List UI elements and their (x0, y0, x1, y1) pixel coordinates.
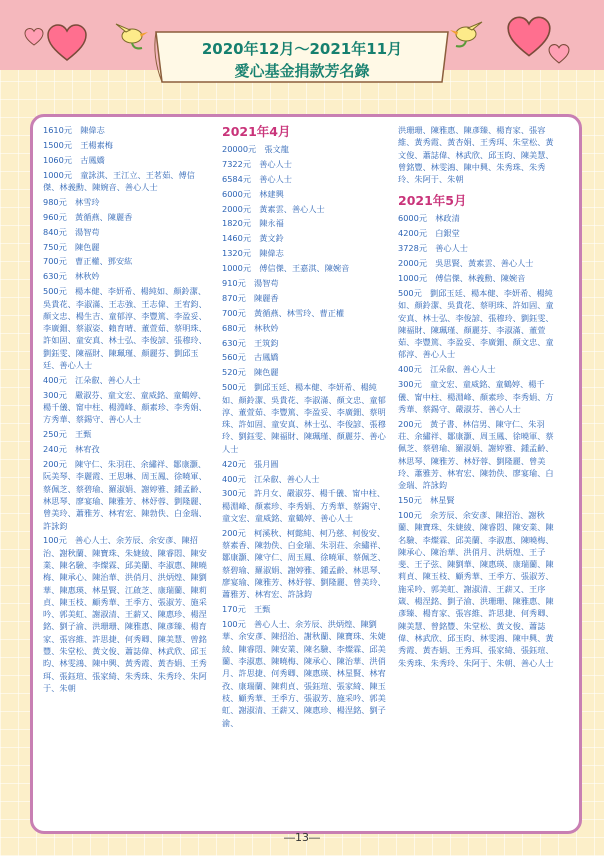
column-1 (43, 124, 211, 697)
donation-entry: 100元 善心人士、余芳辰、余安彥、陳招治、謝秋蘭、陳寶珠、朱婕綾、陳睿悶、陳安業、陳名驗、李燦霖、邱美蘭、李淑惠、陳曉梅、陳承心、陳治華、洪俏月、洪炳煌、陳劉華、陳惠瑛、林星賢、江啟芝、康瑞蘭、陳莉貞、陳玉枝、顧秀華、王季方、張淑芳、施采吟、郭美虹、謝淑清、王薪又、陳惠珍、楊涅銘、劉子渝、洪珊珊、陳雅惠、陳彥臻、楊育家、張容維、許思捷、何秀卿、陳美慧、曾銘豐、朱堂松、黃文俊、蕭誌偉、林武欣、邱玉昀、林雯鴻、陳中興、黃秀霞、黃杏娟、王秀珥、張鈺瑄、張家綺、朱秀珠、朱秀玲、朱阿于、朱朝 (43, 535, 207, 693)
donation-entry: 1610元 陳偉志 (43, 125, 105, 135)
donation-entry: 200元 陳守仁、朱羽荘、余繡祥、鄒康灝、阮美琴、李麗霞、王思琳、周玉鳳、徐曉軍、蔡佩芝、蔡碧瑜、羅淑娟、謝婷雅、鍾孟齡、林思琴、廖宴瑜、陳雅芳、林妤蓉、劉隆麗、曾美玲、蕭雅芳、林宥宏、陳勃佚、白金瑞、許詠鈞 (43, 459, 207, 531)
donation-entry: 1500元 王楊素梅 (43, 139, 113, 150)
donation-entry: 1460元 黃文鈴 (222, 233, 284, 244)
donation-entry: 7322元 善心人士 (222, 158, 292, 169)
donation-entry: 1000元 童詠淇、王江立、王茗茹、傅信傑、林義勳、陳婉音、善心人士 (43, 169, 195, 192)
donation-entry: 6000元 林建興 (222, 188, 284, 199)
donation-entry: 630元 林秋妗 (43, 271, 100, 282)
donation-entry: 500元 楊本健、李妍希、楊純如、顏鈴潔、吳貴花、李淑滿、王志強、王志偉、王宥鈞、顏文忠、楊生吉、童郁淳、李豐篤、李盈妥、李廣鈿、蔡淑姿、賴育晴、董萱茹、蔡明珠、許如固、童安真、林士弘、李俊諺、張穆玲、劉鈺雯、陳福財、陳珮瑾、顏麗芬、劉邱玉廷、善心人士 (43, 286, 207, 370)
donation-entry: 400元 江朵叡、善心人士 (43, 374, 141, 385)
donation-entry: 300元 許月女、嚴淑芬、楊千儀、甯中柱、楊淵峰、顏素珍、李秀娟、方秀華、蔡錫守、童文宏、童威銘、童鶴婷、善心人士 (222, 488, 386, 523)
donation-entry: 630元 王筑鈞 (222, 337, 279, 348)
donation-entry: 960元 黃循燕、陳麗香 (43, 211, 133, 222)
donation-entry: 400元 江朵叡、善心人士 (222, 473, 320, 484)
donation-entry: 3728元 善心人士 (398, 243, 468, 254)
donation-entry: 170元 王甄 (222, 604, 271, 615)
donation-entry: 200元 黃子書、林信男、陳守仁、朱羽荘、余繡祥、鄒康灝、周玉鳳、徐曉軍、蔡佩芝、蔡碧瑜、羅淑娟、謝婷雅、鍾孟齡、林思琴、陳雅芳、林妤蓉、劉隆麗、曾美玲、蕭雅芳、林宥宏、陳勃佚、廖宴瑜、白金瑞、許詠鈞 (398, 418, 554, 491)
donation-entry: 1000元 傅信傑、林義勳、陳婉音 (398, 273, 526, 284)
donation-entry: 700元 黃循燕、林雪玲、曹正權 (222, 307, 345, 318)
title-date-range: 2020年12月～2021年11月 (201, 40, 403, 58)
donation-entry: 520元 陳色麗 (222, 367, 279, 378)
donation-entry: 4200元 白銀堂 (398, 228, 460, 239)
donation-entry: 500元 劉邱玉廷、楊本健、李妍希、楊純如、顏鈴潔、吳貴花、李淑滿、顏文忠、童郁淳、董萱茹、李豐篤、李盈妥、李廣鈿、蔡明珠、許如固、童安真、林士弘、李俊諺、張穆玲、劉鈺雯、陳福財、陳珮瑾、顏麗芬、善心人士 (222, 382, 386, 454)
donation-entry: 240元 林宥孜 (43, 444, 100, 455)
donation-entry: 300元 童文宏、童威銘、童鶴婷、楊千儀、甯中柱、楊淵峰、顏素珍、李秀娟、方秀華、蔡錫守、嚴淑芬、善心人士 (398, 379, 554, 414)
bird-icon (446, 16, 486, 50)
donation-entry: 870元 陳麗香 (222, 292, 279, 303)
month-heading: 2021年5月 (398, 193, 467, 209)
donation-entry: 400元 江朵叡、善心人士 (398, 364, 496, 375)
donation-entry: 500元 劉邱玉廷、楊本健、李妍希、楊純如、顏鈴潔、吳貴花、蔡明珠、許如固、童安真、林士弘、李俊諺、張穆玲、劉鈺雯、陳福財、陳珮瑾、顏麗芬、李淑滿、董萱茹、李豐篤、李盈妥、李廣鈿、顏文忠、童郁淳、善心人士 (398, 287, 554, 360)
donation-entry: 2000元 吳思賢、黃素雲、善心人士 (398, 258, 534, 269)
donation-entry: 420元 張月圓 (222, 458, 279, 469)
donation-entry: 250元 王甄 (43, 429, 92, 440)
bird-icon (112, 18, 152, 52)
donation-entry: 2000元 黃素雲、善心人士 (222, 203, 325, 214)
donation-entry: 1000元 傅信傑、王嘉淇、陳婉音 (222, 263, 350, 274)
donation-entry: 560元 古鳳嬌 (222, 352, 279, 363)
heart-icon (46, 24, 88, 62)
donation-entry: 1820元 陳永福 (222, 218, 284, 229)
donation-entry: 1060元 古鳳嬌 (43, 154, 105, 165)
donation-entry: 750元 陳色麗 (43, 241, 100, 252)
donation-entry: 100元 善心人士、余芳辰、洪炳煌、陳劉華、余安彥、陳招治、謝秋蘭、陳寶珠、朱婕綾、陳睿悶、陳安業、陳名驗、李燦霖、邱美蘭、李淑惠、陳曉梅、陳承心、陳治華、洪俏月、許思捷、何秀卿、陳惠瑛、林星賢、林宥孜、康瑞蘭、陳莉貞、張鈺瑄、張家綺、陳玉枝、顧秀華、王季方、張淑芳、施采吟、郭美虹、謝淑清、王薪又、陳惠珍、楊涅銘、劉子渝、 (222, 619, 386, 728)
donation-entry: 200元 柯溪秋、柯懿純、柯乃慈、柯俊安、蔡素香、陳勃佚、白金瑞、朱羽荘、余繡祥、鄒康灝、陳守仁、周玉鳳、徐曉軍、蔡佩芝、蔡碧瑜、羅淑娟、謝婷雅、鍾孟齡、林思琴、廖宴瑜、陳雅芳、林妤蓉、劉隆麗、曾美玲、蕭雅芳、林宥宏、許詠鈞 (222, 527, 386, 600)
donation-entry: 150元 林星賢 (398, 495, 455, 506)
heart-icon (506, 16, 552, 58)
donation-entry: 6000元 林政清 (398, 213, 460, 224)
title-banner (150, 22, 454, 92)
heart-icon (548, 44, 570, 64)
donation-entry: 980元 林雪玲 (43, 196, 100, 207)
donation-entry: 洪珊珊、陳雅惠、陳彥臻、楊育家、張容維、黃秀霞、黃杏娟、王秀珥、朱堂松、黃文俊、蕭誌偉、林武欣、邱玉昀、陳美慧、曾銘豐、林雯鴻、陳中興、朱秀珠、朱秀玲、朱阿于、朱朝 (398, 125, 554, 185)
donation-entry: 700元 曹正權、鄧安紘 (43, 256, 133, 267)
donation-entry: 6584元 善心人士 (222, 173, 292, 184)
month-heading: 2021年4月 (222, 124, 291, 139)
donation-entry: 680元 林秋妗 (222, 322, 279, 333)
page-number: ―13― (284, 831, 320, 844)
heart-icon (24, 28, 44, 46)
column-3 (398, 124, 560, 671)
donation-entry: 100元 余芳辰、余安彥、陳招治、謝秋蘭、陳寶珠、朱婕綾、陳睿悶、陳安業、陳名驗、李燦霖、邱美蘭、李淑惠、陳曉梅、陳承心、陳治華、洪俏月、洪炳煌、王子斐、王子弦、陳劉華、陳惠瑛、康瑞蘭、陳莉貞、陳玉枝、顧秀華、王季方、張淑芳、施采吟、郭美虹、謝淑清、王薪又、王序箴、楊涅銘、劉子渝、洪珊珊、陳雅惠、陳彥臻、楊育家、張容維、許思捷、何秀卿、陳美慧、曾銘豐、朱堂松、黃文俊、蕭誌偉、林武欣、邱玉昀、林雯鴻、陳中興、黃秀霞、黃杏娟、王秀珥、張家綺、張鈺瑄、朱秀珠、朱秀玲、朱阿于、朱朝、善心人士 (398, 509, 554, 668)
column-2 (222, 124, 392, 731)
title-main: 愛心基金捐款芳名錄 (234, 62, 370, 80)
donation-entry: 300元 嚴淑芬、童文宏、童威銘、童鶴婷、楊千儀、甯中柱、楊淵峰、顏素珍、李秀娟、方秀華、蔡錫守、善心人士 (43, 389, 207, 425)
donation-entry: 840元 湯智苟 (43, 226, 100, 237)
donation-entry: 20000元 張文龍 (222, 144, 289, 154)
donation-entry: 910元 湯智苟 (222, 278, 279, 289)
donation-entry: 1320元 陳偉志 (222, 248, 284, 259)
